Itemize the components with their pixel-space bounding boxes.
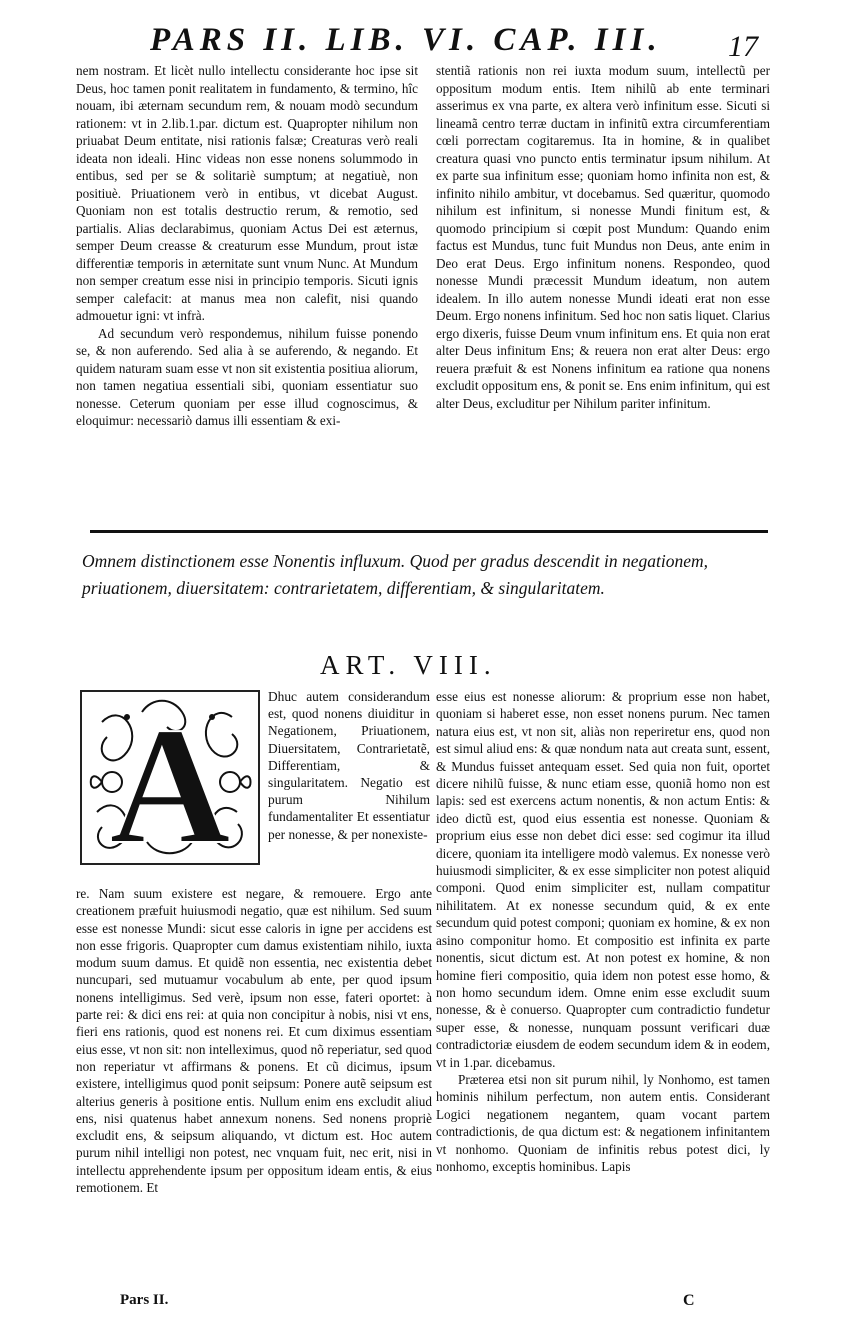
paragraph: Præterea etsi non sit purum nihil, ly Nonhomo, est tamen hominis nihilum perfectum, non autem entis. Considerant Logici negationem negantem, quam vocant partem contradictionis, de qua dictum est: & negationem infinitantem vt nonhomo. Quoniam de infinitis rebus potest dici, ly nonhomo, exceptis hominibus. Lapis bbox=[436, 1071, 770, 1174]
bottom-left-column bbox=[76, 885, 432, 1275]
section-subtitle: Omnem distinctionem esse Nonentis influxum. Quod per gradus descendit in negationem, priuationem, diuersitatem: contrarietatem, differentiam, & singularitatem. bbox=[82, 551, 709, 598]
decorated-initial bbox=[80, 690, 260, 865]
paragraph: Ad secundum verò respondemus, nihilum fuisse ponendo se, & non auferendo. Sed alia à se auferendo, & negando. Et quidem naturam suam esse vt non sit existentia positiua aliorum, non tamen negatiua essentiali sibi, quoniam essentiatur suo nonesse. Ceterum quoniam per esse illud cognoscimus, & eloquimur: necessariò damus illi essentiam & exi- bbox=[76, 325, 418, 428]
dropcap-letter: A bbox=[109, 693, 231, 863]
paragraph: stentiã rationis non rei iuxta modum suum, intellectũ per oppositum modum entis. Item nihilũ ab ente terminari asserimus ex vna parte, ex altera verò infinitum esse. Sicuti si lineamã centro terræ ductam in infinitũ extra circumferentiam cœli porrectam cogitaremus. Ita in homine, & in qualibet creatura quasi vno puncto entis terminatur ipsum nihilum. At ex parte sua infinitum esse; quoniam homo infinita non est, & infinito nihilo ambitur, vt docebamus. Sed quæritur, quomodo nihilum est infinitum, si nonesse Mundi finitum est, & quomodo principium si cœpit post Mundum: Quando enim factus est Mundus, tunc fuit Mundus non Deus, ante enim in Deo erat Deus. Ergo infinitum nonens. Respondeo, quod nonesse Mundi præcessit Mundum ideatum, non autem idealem. In illo autem nonesse Mundi ideati erat non esse Deum. Ergo nonens infinitum. Sed hoc non satis liquet. Clarius ergo dixeris, fuisse Deum vnum infinitum ens. Et quia non erat alter Deus infinitum Ens; & reuera non erat alter Deus: ergo reuera præfuit & est Nonens infinitum ea ratione qua nonens excludit oppositum ens, & ponit se. Ens enim infinitum, qui est alter Deus, excluditur per Nihilum pariter infinitum. bbox=[436, 63, 770, 411]
paragraph: nem nostram. Et licèt nullo intellectu considerante hoc ipse sit Deus, hoc tamen ponit realitatem in fundamento, & termino, hîc nouam, ibi æternam secundum rem, & nouam modò secundum rationem: vt in 2.lib.1.par. dictum est. Quapropter nihilum non priuabat Deum entitate, nisi rationis falsæ; Creaturas verò reali ideata non ideali. Hinc videas non esse nonens solummodo in entibus, sed per se & solitariè sumptum; at negatiuè, non positiuè. Priuationem verò in entibus, vt dicebat August. Quoniam non est totalis destructio rerum, & remotio, sed partialis. Alias declarabimus, quoniam Actus Dei est æternus, semper Deum creasse & creaturum esse Mundum, prout istæ differentiæ temporis in æternitate sunt vnum Nunc. At Mundum non semper creatum esse nisi in principio temporis. Sicuti ignis semper calefacit: at manus mea non calefit, nisi quando admouetur igni: vt infrà. bbox=[76, 63, 418, 323]
top-left-column bbox=[76, 62, 418, 508]
page-number: 17 bbox=[728, 30, 758, 63]
gathering-mark: C bbox=[683, 1292, 695, 1309]
signature-mark: Pars II. bbox=[120, 1292, 169, 1308]
article-opening-text bbox=[268, 688, 430, 882]
paragraph: esse eius est nonesse aliorum: & proprium esse non habet, quoniam si haberet esse, non esset nonens purum. Nec tamen natura eius est, vt non sit, aliàs non reperiretur ens, quod non est simul aliud ens: & quæ nondum nata aut creata sunt, essent, & Mundus fuisset antequam esset. Sed quia non fuit, oportet dicere nihilũ fuisse, & nunc etiam esse, quoniã homo non est lapis: sed est exercens actum nonentis, & non actum Entis: & ideo dictũ est, quod eius essentia est nonesse. Quoniam & proprium eius esse non debet dici esse: sed cogimur ita illud dicere, quoniam ita intelligere modò valemus. Ex nonesse verò huiusmodi simpliciter, & ex esse simpliciter non potest aliquid componi. Quod enim simpliciter est, nullam compatitur nihilitatem. At ex nonesse secundum quid, & ex ente secundum quid potest componi; quoniam ex homine, & ex non asino componitur homo. Et compositio est infinita ex parte nonentis, sicut dictum est. At non potest ex homine, & non homine fieri compositio, quia idem non potest esse homo, & non homo secundum idem. Omne enim esse excludit suum nonesse, & è conuerso. Quapropter cum contradictio fundetur super esse, & nonesse, nunquam possunt verificari duæ contradictoriæ eiusdem de eodem secundum idem & in eodem, vt in 1.par. dicebamus. bbox=[436, 689, 770, 1070]
bottom-right-column bbox=[436, 688, 770, 1288]
section-divider bbox=[90, 530, 768, 533]
paragraph: Dhuc autem considerandum est, quod nonens diuiditur in Negationem, Priuationem, Diuersitatem, Contrarietatẽ, Differentiam, & singularitatem. Negatio est purum Nihilum fundamentaliter Et essentiatur per nonesse, & per nonexiste- bbox=[268, 689, 430, 842]
decorated-initial-ornament-icon bbox=[82, 692, 258, 863]
top-right-column bbox=[436, 62, 770, 498]
article-heading: ART. VIII. bbox=[320, 650, 497, 680]
running-title: PARS II. LIB. VI. CAP. III. bbox=[150, 22, 662, 58]
running-header bbox=[150, 22, 710, 62]
paragraph: re. Nam suum existere est negare, & remouere. Ergo ante creationem præfuit huiusmodi negatio, quæ est nihilum. Sed suum esse est nonesse Mundi: sicut esse caloris in igne per accidens est non esse frigoris. Quapropter cum damus existentiam nihilo, iuxta modum suum damus. Et quidẽ non essentia, nec existentia debet nuncupari, sed mutuamur vocabulum ab ente, per quod ipsum nonens intelligimus. Sed verè, ipsum non esse, fateri oportet: à parte rei: & dici ens rei: at quia non concipitur à nobis, nisi vt ens, fieri ens rationis, quod est nonens rei. Et cum diximus essentiam eius esse, vt non sit: non intelleximus, quod nõ reperiatur, sed quod non reperiatur vt affirmans & ponens. Et cũ dicimus, ipsum existere, intelligimus quod ponit seipsum: Ponere autẽ seipsum est alterius generis à positione entis. Nullum enim ens excludit aliud ens, nisi quatenus habet annexum nonens. Sed nonens propriè excludit ens, & seipsum aliquando, vt dictum est. Hoc autem purum nihil intelligi non potest, nec vnquam fuit, nec erit, nisi in intellectu apprehendente ipsum per oppositum ideam entis, & eius remotionem. Et bbox=[76, 886, 432, 1196]
